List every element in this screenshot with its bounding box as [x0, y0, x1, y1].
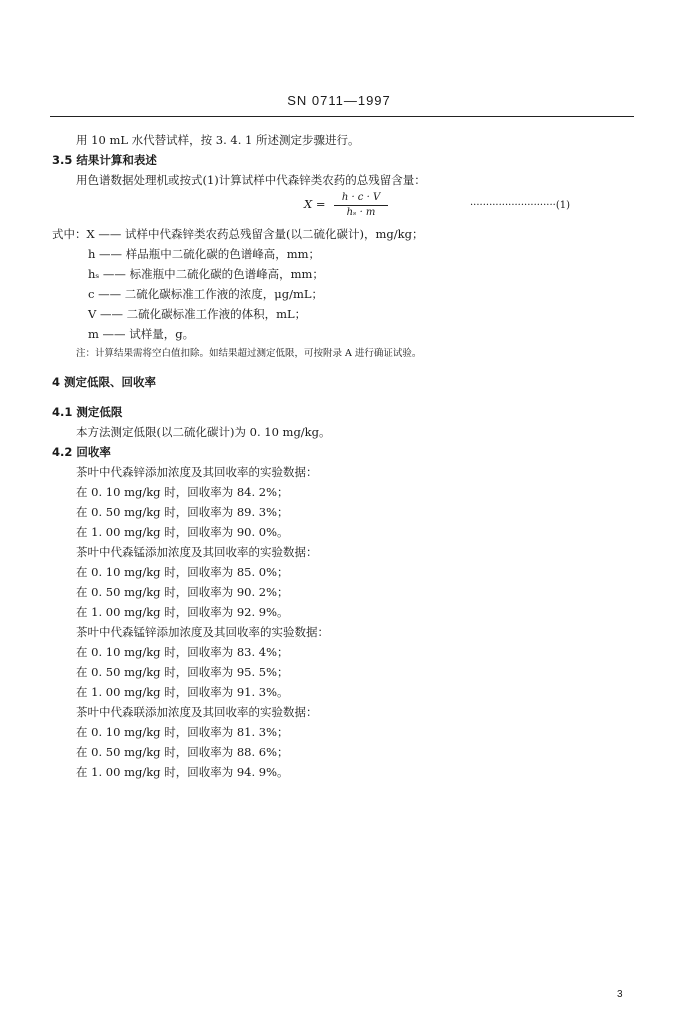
recovery-line: 在 0. 10 mg/kg 时，回收率为 81. 3%； — [76, 725, 289, 739]
recovery-line: 在 1. 00 mg/kg 时，回收率为 92. 9%。 — [76, 605, 289, 619]
recovery-line: 在 0. 50 mg/kg 时，回收率为 90. 2%； — [76, 585, 289, 599]
where-x-definition: 式中：X —— 试样中代森锌类农药总残留含量(以二硫化碳计)，mg/kg； — [52, 227, 424, 241]
section-4-1-heading: 4.1 测定低限 — [52, 405, 123, 419]
recovery-metiram-heading: 茶叶中代森联添加浓度及其回收率的实验数据： — [76, 705, 318, 719]
variable-h-definition: h —— 样品瓶中二硫化碳的色谱峰高，mm； — [88, 247, 321, 261]
variable-v-definition: V —— 二硫化碳标准工作液的体积，mL； — [88, 307, 307, 321]
recovery-line: 在 1. 00 mg/kg 时，回收率为 91. 3%。 — [76, 685, 289, 699]
recovery-line: 在 0. 50 mg/kg 时，回收率为 95. 5%； — [76, 665, 289, 679]
calculation-note: 注：计算结果需将空白值扣除。如结果超过测定低限，可按附录 A 进行确证试验。 — [76, 348, 422, 359]
formula-number: ···························(1) — [470, 200, 570, 211]
variable-hs-definition: hₛ —— 标准瓶中二硫化碳的色谱峰高，mm； — [88, 267, 324, 281]
recovery-zineb-heading: 茶叶中代森锌添加浓度及其回收率的实验数据： — [76, 465, 318, 479]
recovery-line: 在 0. 10 mg/kg 时，回收率为 84. 2%； — [76, 485, 289, 499]
recovery-line: 在 0. 50 mg/kg 时，回收率为 89. 3%； — [76, 505, 289, 519]
document-code-header: SN 0711—1997 — [287, 93, 391, 108]
calc-intro-text: 用色谱数据处理机或按式(1)计算试样中代森锌类农药的总残留含量： — [76, 173, 426, 187]
formula-denominator: hₛ · m — [346, 207, 376, 218]
recovery-line: 在 1. 00 mg/kg 时，回收率为 90. 0%。 — [76, 525, 289, 539]
recovery-line: 在 0. 10 mg/kg 时，回收率为 85. 0%； — [76, 565, 289, 579]
header-rule — [50, 116, 634, 117]
detection-limit-text: 本方法测定低限(以二硫化碳计)为 0. 10 mg/kg。 — [76, 425, 331, 439]
page-number: 3 — [617, 989, 623, 1000]
formula-fraction — [334, 193, 388, 218]
section-3-5-heading: 3.5 结果计算和表述 — [52, 153, 157, 167]
variable-m-definition: m —— 试样量，g。 — [88, 327, 195, 341]
section-4-heading: 4 测定低限、回收率 — [52, 375, 157, 389]
section-4-2-heading: 4.2 回收率 — [52, 445, 111, 459]
recovery-mancozeb-heading: 茶叶中代森锰锌添加浓度及其回收率的实验数据： — [76, 625, 329, 639]
recovery-line: 在 0. 50 mg/kg 时，回收率为 88. 6%； — [76, 745, 289, 759]
variable-c-definition: c —— 二硫化碳标准工作液的浓度，μg/mL； — [88, 287, 324, 301]
formula-numerator: h · c · V — [334, 193, 388, 206]
recovery-maneb-heading: 茶叶中代森锰添加浓度及其回收率的实验数据： — [76, 545, 318, 559]
recovery-line: 在 1. 00 mg/kg 时，回收率为 94. 9%。 — [76, 765, 289, 779]
recovery-line: 在 0. 10 mg/kg 时，回收率为 83. 4%； — [76, 645, 289, 659]
formula-lhs: X = — [304, 197, 326, 211]
blank-test-text: 用 10 mL 水代替试样，按 3. 4. 1 所述测定步骤进行。 — [76, 133, 360, 147]
